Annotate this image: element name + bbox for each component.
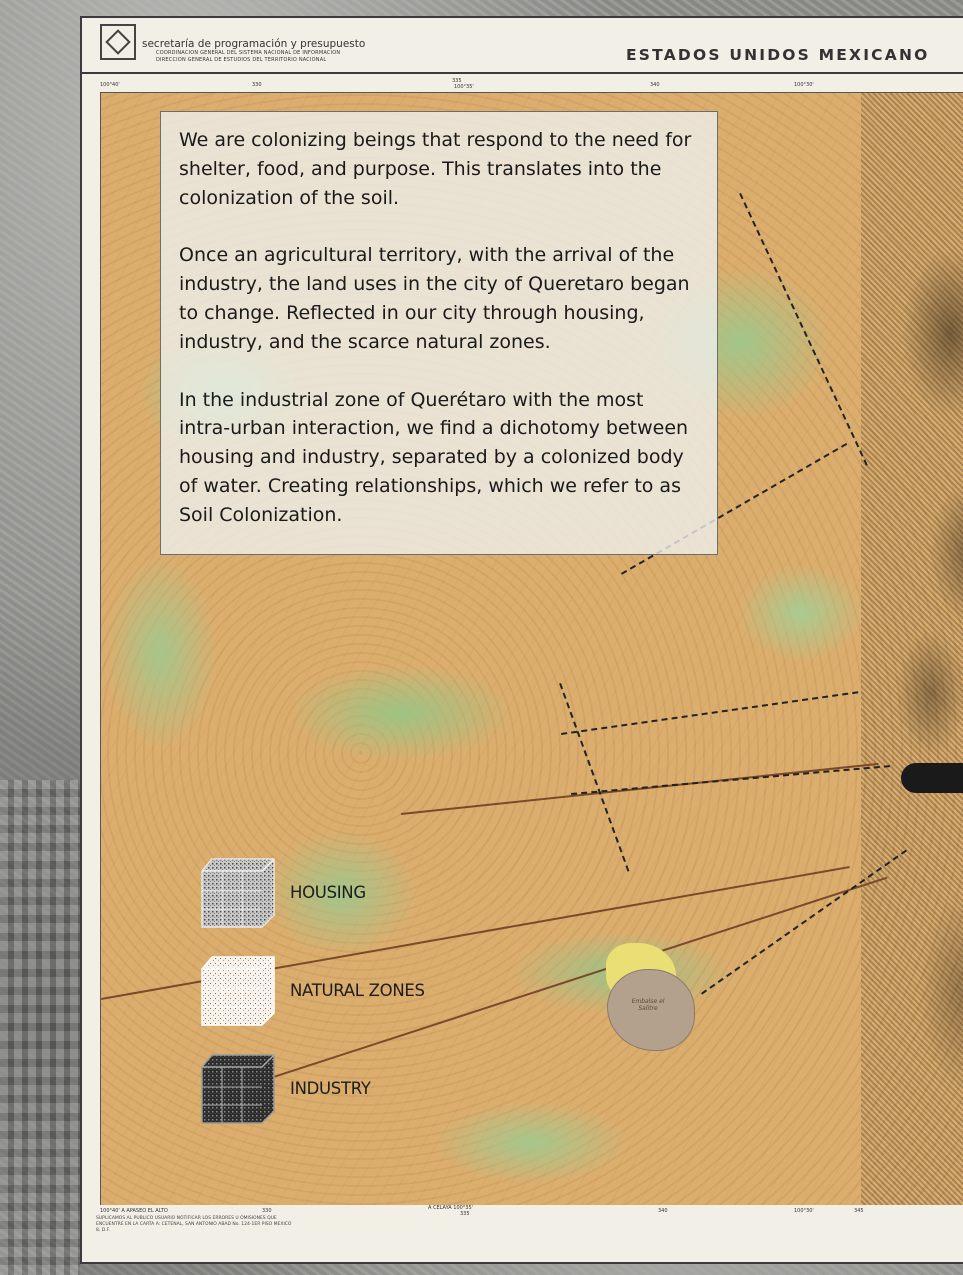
tick-label: 340 — [658, 1208, 668, 1214]
tick-label: 100°35' — [454, 84, 474, 90]
legend-label-industry: INDUSTRY — [290, 1079, 371, 1098]
tick-label: 345 — [854, 1208, 864, 1214]
tick-label: 100°40' A APASEO EL ALTO — [100, 1208, 168, 1214]
tick-label: 335 — [452, 78, 462, 84]
natural-zones-cube-icon — [200, 953, 276, 1029]
housing-cube-icon — [200, 855, 276, 931]
lake-label: Embalse el Salitre — [631, 998, 665, 1012]
boundary-line — [559, 683, 629, 872]
tick-label: 330 — [262, 1208, 272, 1214]
agency-logo-icon — [100, 24, 136, 60]
footer-note: SUPLICAMOS AL PUBLICO USUARIO NOTIFICAR LOS ERRORES U OMISIONES QUE ENCUENTRE EN LA CARTA A: CETENAL, SAN ANTONIO ABAD No. 124-1ER PISO MEXICO 8, D.F. — [96, 1216, 292, 1233]
map-header — [82, 18, 963, 74]
legend-item-natural-zones — [200, 953, 580, 1033]
tick-label: 100°30' — [794, 1208, 814, 1214]
intro-paragraph-1: We are colonizing beings that respond to the need for shelter, food, and purpose. This translates into the colonization of the soil. — [179, 129, 692, 209]
tick-label: 335 — [460, 1211, 470, 1217]
industry-cube-icon — [200, 1051, 276, 1127]
legend-label-housing: HOUSING — [290, 883, 366, 902]
intro-paragraph-2: Once an agricultural territory, with the arrival of the industry, the land uses in the city of Queretaro began to change. Reflected in our city through housing, industry, and the scarce natural zones. — [179, 244, 690, 353]
agency-subtitle-2: DIRECCION GENERAL DE ESTUDIOS DEL TERRITORIO NACIONAL — [156, 57, 327, 63]
tick-label: A CELAYA 100°35' — [428, 1205, 474, 1211]
intro-text-box — [160, 111, 718, 555]
legend-item-housing — [200, 855, 580, 935]
tick-label: 100°30' — [794, 82, 814, 88]
tick-label: 100°40' — [100, 82, 120, 88]
tick-label: 330 — [252, 82, 262, 88]
agricultural-fields — [0, 780, 80, 1275]
boundary-line — [571, 765, 890, 795]
urban-area — [861, 93, 963, 1205]
tick-label: 340 — [650, 82, 660, 88]
boundary-line — [561, 691, 858, 735]
intro-paragraph-3: In the industrial zone of Querétaro with the most intra-urban interaction, we find a dichotomy between housing and industry, separated by a colonized body of water. Creating relationships, which we refer to as Soil Colonization. — [179, 388, 689, 526]
legend-item-industry — [200, 1051, 580, 1131]
country-title: ESTADOS UNIDOS MEXICANO — [626, 46, 930, 64]
industrial-area — [901, 763, 963, 793]
boundary-line — [739, 193, 868, 466]
legend-label-natural-zones: NATURAL ZONES — [290, 981, 425, 1000]
agency-block — [142, 38, 365, 64]
agency-subtitle-1: COORDINACION GENERAL DEL SISTEMA NACIONAL DE INFORMACION — [156, 50, 341, 56]
agency-name: secretaría de programación y presupuesto — [142, 38, 366, 50]
